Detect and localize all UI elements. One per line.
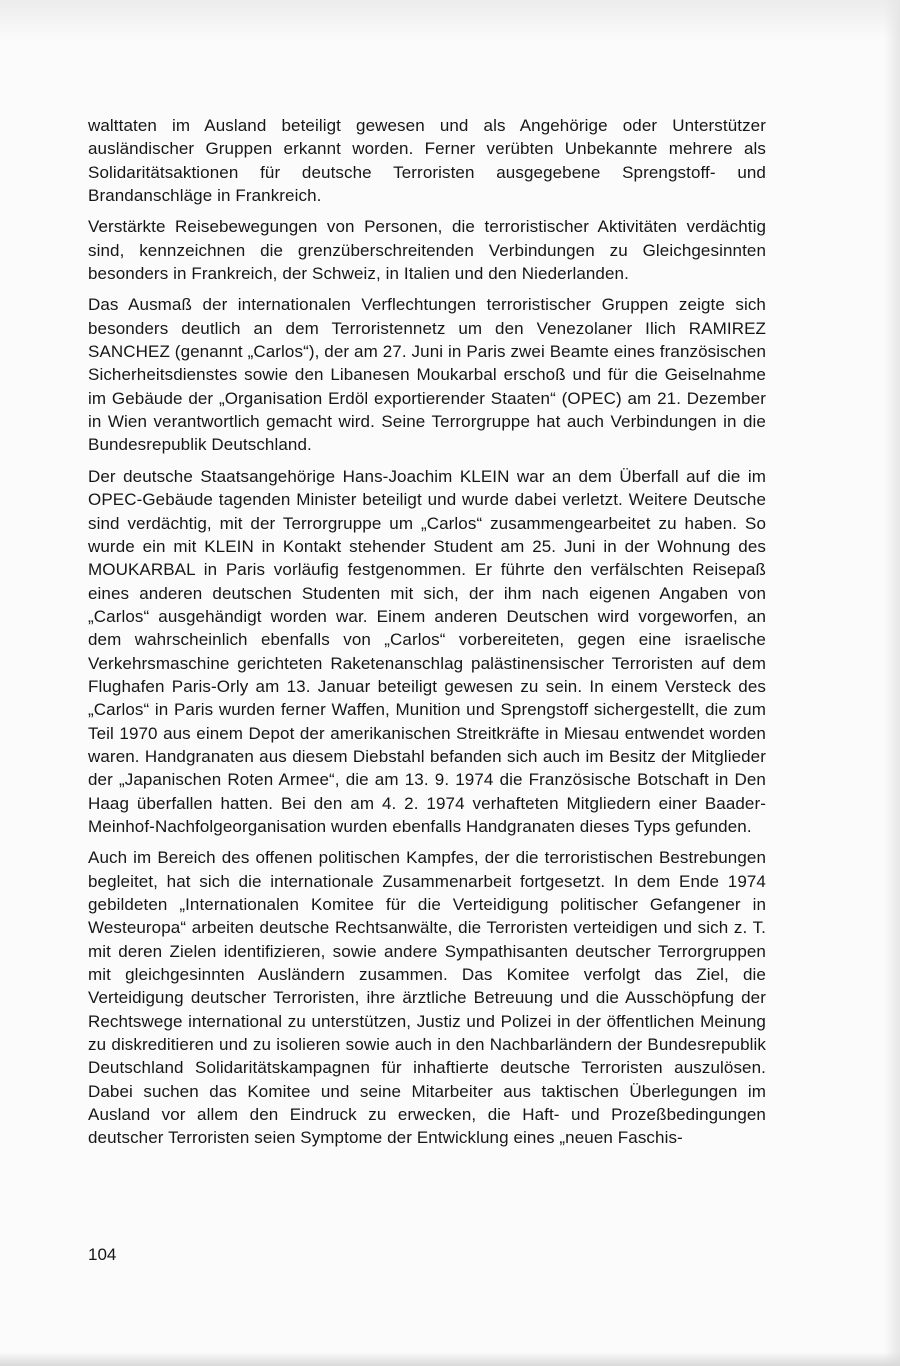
paragraph-3: Das Ausmaß der internationalen Verflechtungen terroristischer Gruppen zeigte sich besonders deutlich an dem Terroristennetz um den Venezolaner Ilich RAMIREZ SANCHEZ (genannt „Carlos“), der am 27. Juni in Paris zwei Beamte eines französischen Sicherheitsdienstes sowie den Libanesen Moukarbal erschoß und für die Geiselnahme im Gebäude der „Organisation Erdöl exportierender Staaten“ (OPEC) am 21. Dezember in Wien verantwortlich gemacht wird. Seine Terrorgruppe hat auch Verbindungen in die Bundesrepublik Deutschland. (88, 295, 766, 455)
paragraph-4: Der deutsche Staatsangehörige Hans-Joachim KLEIN war an dem Überfall auf die im OPEC-Gebäude tagenden Minister beteiligt und wurde dabei verletzt. Weitere Deutsche sind verdächtig, mit der Terrorgruppe um „Carlos“ zusammengearbeitet zu haben. So wurde ein mit KLEIN in Kontakt stehender Student am 25. Juni in der Wohnung des MOUKARBAL in Paris vorläufig festgenommen. Er führte den verfälschten Reisepaß eines anderen deutschen Studenten mit sich, der ihm nach eigenen Angaben von „Carlos“ ausgehändigt worden war. Einem anderen Deutschen wird vorgeworfen, an dem wahrscheinlich ebenfalls von „Carlos“ vorbereiteten, gegen eine israelische Verkehrsmaschine gerichteten Raketenanschlag palästinensischer Terroristen auf dem Flughafen Paris-Orly am 13. Januar beteiligt gewesen zu sein. In einem Versteck des „Carlos“ in Paris wurden ferner Waffen, Munition und Sprengstoff sichergestellt, die zum Teil 1970 aus einem Depot der amerikanischen Streitkräfte in Miesau entwendet worden waren. Handgranaten aus diesem Diebstahl befanden sich auch im Besitz der Mitglieder der „Japanischen Roten Armee“, die am 13. 9. 1974 die Französische Botschaft in Den Haag überfallen hatten. Bei den am 4. 2. 1974 verhafteten Mitgliedern einer Baader-Meinhof-Nachfolgeorganisation wurden ebenfalls Handgranaten dieses Typs gefunden. (88, 466, 766, 836)
page-edge-right (884, 0, 900, 1366)
paragraph-1: walttaten im Ausland beteiligt gewesen und als Angehörige oder Unterstützer ausländischer Gruppen erkannt worden. Ferner verübten Unbekannte mehrere als Solidaritätsaktionen für deutsche Terroristen ausgegebene Sprengstoff- und Brandanschläge in Frankreich. (88, 116, 766, 206)
body-text (88, 114, 766, 1158)
page-shade-bottom (0, 1352, 900, 1366)
paragraph-2: Verstärkte Reisebewegungen von Personen, die terroristischer Aktivitäten verdächtig sind, kennzeichnen die grenzüberschreitenden Verbindungen zu Gleichgesinnten besonders in Frankreich, der Schweiz, in Italien und den Niederlanden. (88, 217, 766, 284)
page-number: 104 (88, 1245, 117, 1264)
page-shade-top (0, 0, 900, 40)
paragraph-5: Auch im Bereich des offenen politischen Kampfes, der die terroristischen Bestrebungen begleitet, hat sich die internationale Zusammenarbeit fortgesetzt. In dem Ende 1974 gebildeten „Internationalen Komitee für die Verteidigung politischer Gefangener in Westeuropa“ arbeiten deutsche Rechtsanwälte, die Terroristen verteidigen und sich z. T. mit deren Zielen identifizieren, sowie andere Sympathisanten deutscher Terrorgruppen mit gleichgesinnten Ausländern zusammen. Das Komitee verfolgt das Ziel, die Verteidigung deutscher Terroristen, ihre ärztliche Betreuung und die Ausschöpfung der Rechtswege international zu unterstützen, Justiz und Polizei in der öffentlichen Meinung zu diskreditieren und zu isolieren sowie auch in den Nachbarländern der Bundesrepublik Deutschland Solidaritätskampagnen für inhaftierte deutsche Terroristen auszulösen. Dabei suchen das Komitee und seine Mitarbeiter aus taktischen Überlegungen im Ausland vor allem den Eindruck zu erwecken, die Haft- und Prozeßbedingungen deutscher Terroristen seien Symptome der Entwicklung eines „neuen Faschis- (88, 848, 766, 1148)
